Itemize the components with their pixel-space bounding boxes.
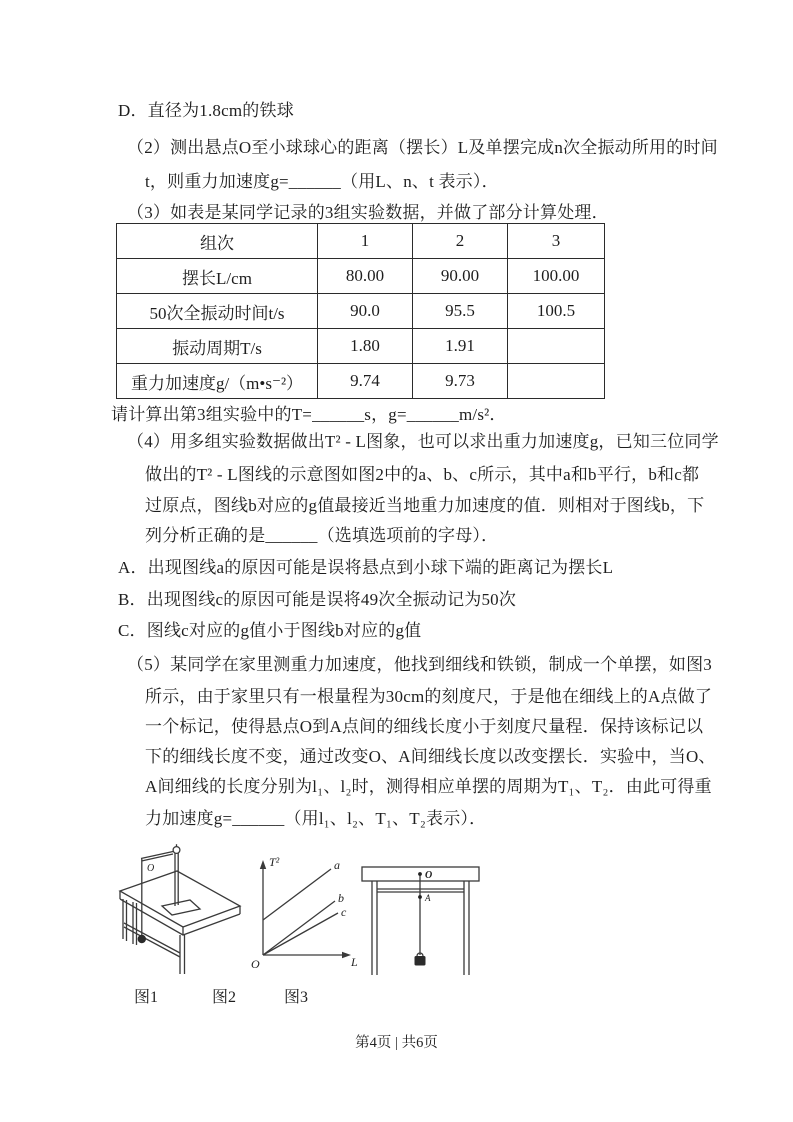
point-o-dot — [418, 872, 422, 876]
graph-lines — [263, 869, 338, 955]
pendulum-sketch — [415, 872, 426, 965]
table-cell: 95.5 — [413, 294, 508, 329]
table-cell: 90.0 — [318, 294, 413, 329]
option-c-line: C．图线c对应的g值小于图线b对应的g值 — [118, 621, 422, 640]
calc-line: 请计算出第3组实验中的T=______s，g=______m/s²． — [111, 405, 507, 424]
table-sketch — [120, 871, 240, 974]
item2-line1: （2）测出悬点O至小球球心的距离（摆长）L及单摆完成n次全振动所用的时间 — [127, 138, 718, 157]
item5-line2: 所示，由于家里只有一根量程为30cm的刻度尺，于是他在细线上的A点做了 — [145, 687, 713, 706]
y-axis-label: T² — [269, 855, 280, 869]
table-header-cell: 3 — [508, 224, 605, 259]
table-cell: 50次全振动时间t/s — [117, 294, 318, 329]
x-axis-label: L — [351, 955, 358, 969]
table-cell: 90.00 — [413, 259, 508, 294]
table-header-cell: 组次 — [117, 224, 318, 259]
table-cell — [508, 329, 605, 364]
table-row — [117, 224, 605, 259]
table-row — [117, 259, 605, 294]
line-b — [263, 901, 335, 955]
line-a-label: a — [334, 858, 340, 872]
item2-line2: t，则重力加速度g=______（用L、n、t 表示）． — [145, 172, 499, 191]
table-row — [117, 294, 605, 329]
x-axis-arrow — [342, 952, 351, 958]
item5-line6: 力加速度g=______（用l₁、l₂、T₁、T₂表示）． — [145, 809, 487, 828]
table-header-cell: 2 — [413, 224, 508, 259]
figure2-caption: 图2 — [212, 989, 237, 1006]
table-cell: 摆长L/cm — [117, 259, 318, 294]
point-a-dot — [418, 895, 422, 899]
item4-line2: 做出的T² - L图线的示意图如图2中的a、b、c所示，其中a和b平行，b和c都 — [145, 465, 700, 484]
table-cell: 重力加速度g/（m•s⁻²） — [117, 364, 318, 399]
pendulum-sketch — [138, 859, 155, 943]
line-c-label: c — [341, 905, 347, 919]
origin-label: O — [251, 957, 260, 971]
y-axis-arrow — [260, 860, 266, 869]
item3-line: （3）如表是某同学记录的3组实验数据，并做了部分计算处理． — [127, 203, 609, 222]
figure1-caption: 图1 — [134, 989, 159, 1006]
table-cell: 9.74 — [318, 364, 413, 399]
table-cell: 9.73 — [413, 364, 508, 399]
line-b-label: b — [338, 891, 344, 905]
suspension-point-label: O — [147, 863, 155, 874]
table-row — [117, 364, 605, 399]
point-o-label: O — [425, 870, 433, 881]
experiment-data-table — [116, 223, 605, 399]
item4-line3: 过原点，图线b对应的g值最接近当地重力加速度的值．则相对于图线b，下 — [145, 496, 705, 515]
line-c — [263, 913, 338, 955]
figure3-home-pendulum — [358, 861, 483, 984]
item5-line4: 下的细线长度不变，通过改变O、A间细线长度以改变摆长．实验中，当O、 — [145, 747, 716, 766]
item4-line4: 列分析正确的是______（选填选项前的字母）． — [145, 526, 499, 545]
lock-body — [415, 956, 426, 966]
item5-line3: 一个标记，使得悬点O到A点间的细线长度小于刻度尺量程．保持该标记以 — [145, 717, 704, 736]
page-number: 第4页 | 共6页 — [355, 1035, 438, 1051]
figure3-caption: 图3 — [284, 989, 309, 1006]
table-cell: 振动周期T/s — [117, 329, 318, 364]
pendulum-bob — [138, 935, 146, 943]
option-d-line: D．直径为1.8cm的铁球 — [118, 101, 294, 120]
table-cell: 1.80 — [318, 329, 413, 364]
table-cell: 100.5 — [508, 294, 605, 329]
table-cell: 1.91 — [413, 329, 508, 364]
point-a-label: A — [425, 893, 431, 903]
option-b-line: B．出现图线c的原因可能是误将49次全振动记为50次 — [118, 590, 517, 609]
graph-axes — [260, 860, 351, 958]
table-header-cell: 1 — [318, 224, 413, 259]
table-cell: 100.00 — [508, 259, 605, 294]
figure1-pendulum-stand — [110, 843, 260, 983]
item5-line5: A间细线的长度分别为l₁、l₂时，测得相应单摆的周期为T₁、T₂．由此可得重 — [145, 777, 712, 796]
item4-line1: （4）用多组实验数据做出T² - L图象，也可以求出重力加速度g，已知三位同学 — [127, 432, 719, 451]
item5-line1: （5）某同学在家里测重力加速度，他找到细线和铁锁，制成一个单摆，如图3 — [127, 655, 712, 674]
option-a-line: A．出现图线a的原因可能是误将悬点到小球下端的距离记为摆长L — [118, 558, 614, 577]
table-row — [117, 329, 605, 364]
figure2-t2-l-graph — [243, 850, 363, 987]
table-cell: 80.00 — [318, 259, 413, 294]
table-cell — [508, 364, 605, 399]
